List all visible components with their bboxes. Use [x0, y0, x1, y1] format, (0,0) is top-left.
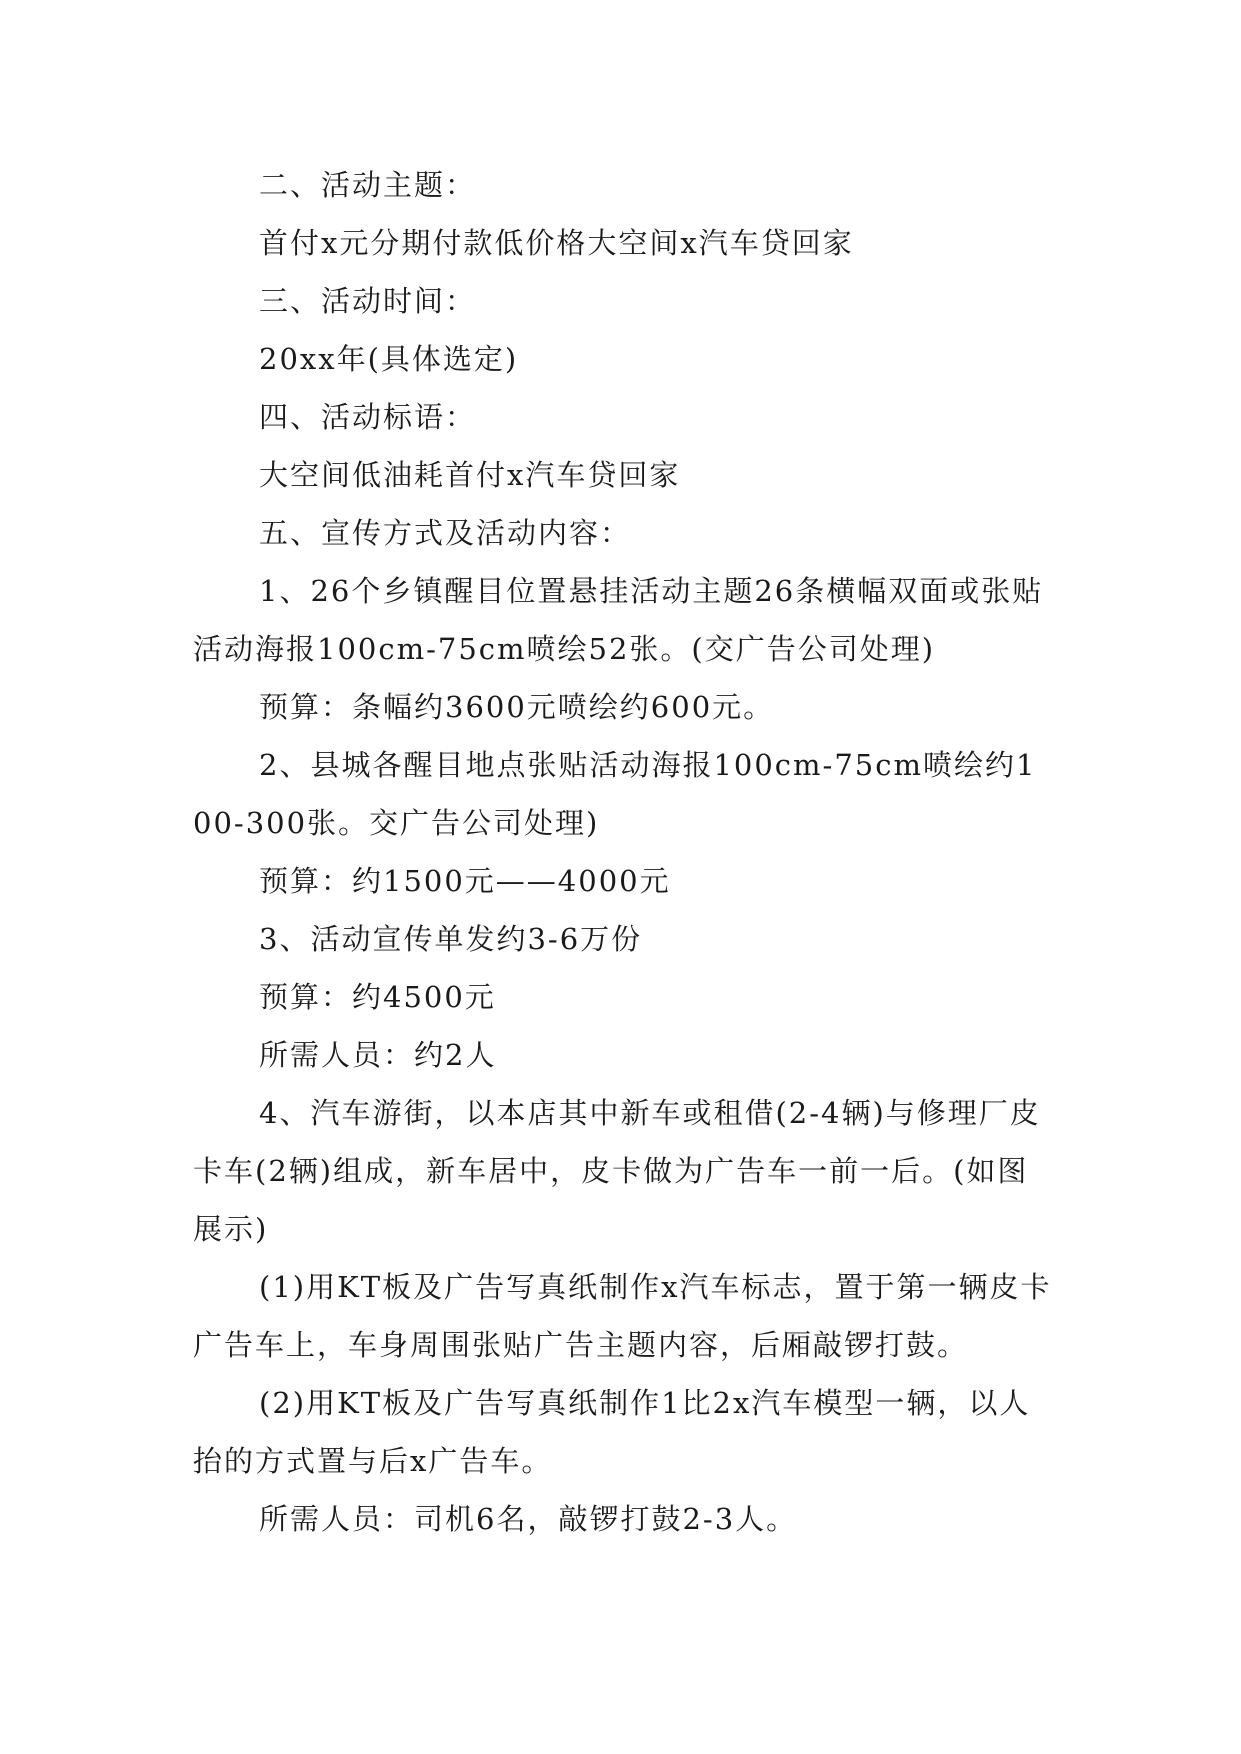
paragraph-item-2: 2、县城各醒目地点张贴活动海报100cm-75cm喷绘约100-300张。交广告公司处理) — [193, 748, 1037, 840]
paragraph-activity-slogan: 大空间低油耗首付x汽车贷回家 — [259, 458, 681, 492]
paragraph-item-3: 3、活动宣传单发约3-6万份 — [259, 922, 643, 956]
heading-activity-slogan: 四、活动标语： — [259, 400, 477, 434]
heading-promotion-methods: 五、宣传方式及活动内容： — [259, 516, 632, 550]
paragraph-staff-4: 所需人员：司机6名，敲锣打鼓2-3人。 — [259, 1502, 798, 1536]
paragraph-activity-theme: 首付x元分期付款低价格大空间x汽车贷回家 — [259, 226, 854, 260]
paragraph-item-4-1: (1)用KT板及广告写真纸制作x汽车标志，置于第一辆皮卡广告车上，车身周围张贴广告主题内容，后厢敲锣打鼓。 — [193, 1270, 1052, 1362]
paragraph-activity-time: 20xx年(具体选定) — [259, 342, 519, 376]
document-body — [193, 156, 1055, 1548]
paragraph-item-1: 1、26个乡镇醒目位置悬挂活动主题26条横幅双面或张贴活动海报100cm-75cm喷绘52张。(交广告公司处理) — [193, 574, 1044, 666]
heading-activity-time: 三、活动时间： — [259, 284, 477, 318]
paragraph-budget-1: 预算：条幅约3600元喷绘约600元。 — [259, 690, 775, 724]
paragraph-staff-3: 所需人员：约2人 — [259, 1038, 497, 1072]
paragraph-budget-2: 预算：约1500元——4000元 — [259, 864, 671, 898]
paragraph-budget-3: 预算：约4500元 — [259, 980, 496, 1014]
heading-activity-theme: 二、活动主题： — [259, 168, 477, 202]
paragraph-item-4: 4、汽车游街，以本店其中新车或租借(2-4辆)与修理厂皮卡车(2辆)组成，新车居中，皮卡做为广告车一前一后。(如图展示) — [193, 1096, 1041, 1246]
paragraph-item-4-2: (2)用KT板及广告写真纸制作1比2x汽车模型一辆，以人抬的方式置与后x广告车。 — [193, 1386, 1031, 1478]
